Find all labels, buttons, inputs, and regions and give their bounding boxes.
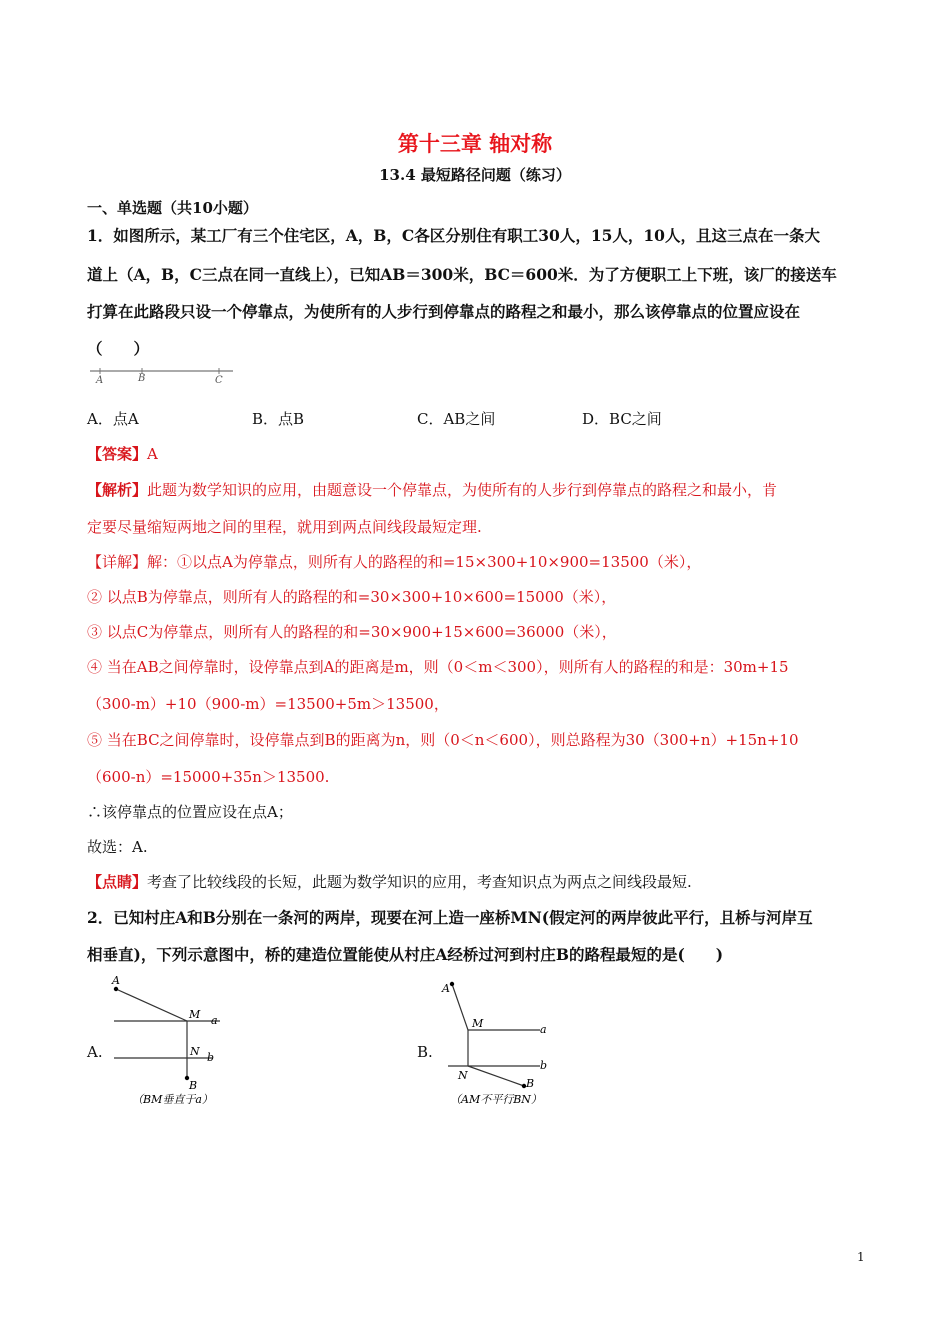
label-n: N (190, 1045, 200, 1058)
label-b: B (138, 373, 146, 384)
analysis-tag: 【解析】 (87, 481, 148, 499)
label-bank-a: a (211, 1014, 218, 1027)
q1-line3: 打算在此路段只设一个停靠点，为使所有的人步行到停靠点的路程之和最小，那么该停靠点的位置应设在 (87, 302, 801, 321)
q1-option-d: D．BC之间 (582, 410, 662, 428)
point-a (450, 982, 454, 986)
comment-tag: 【点睛】 (87, 873, 148, 891)
detail-line5: （300-m）+10（900-m）=13500+5m＞13500， (87, 695, 449, 713)
label-b: B (526, 1077, 535, 1090)
label-a: A (112, 974, 120, 987)
q1-option-b: B．点B (252, 410, 305, 428)
section-heading: 一、单选题（共10小题） (87, 199, 258, 217)
q2-figure-a (100, 970, 240, 1115)
q1-option-a: A．点A (87, 410, 139, 428)
detail-line1 (87, 551, 701, 572)
label-a: A (442, 982, 450, 995)
label-bank-b: b (207, 1051, 215, 1064)
q2-option-b-label: B. (417, 1043, 433, 1061)
choose-line: 故选：A. (87, 838, 148, 856)
detail-line2: ② 以点B为停靠点，则所有人的路程的和=30×300+10×600=15000（米）， (87, 588, 617, 606)
conclusion: ∴该停靠点的位置应设在点A； (87, 803, 293, 821)
label-m: M (189, 1008, 201, 1021)
analysis-line1 (87, 479, 777, 500)
answer-line (87, 443, 158, 464)
analysis-line2: 定要尽量缩短两地之间的里程，就用到两点间线段最短定理. (87, 518, 482, 536)
point-a (114, 987, 118, 991)
section-title: 13.4 最短路径问题（练习） (379, 166, 571, 184)
detail-line4: ④ 当在AB之间停靠时，设停靠点到A的距离是m，则（0＜m＜300），则所有人的路程的和是：30m+15 (87, 658, 789, 676)
label-a: A (96, 375, 104, 386)
label-m: M (472, 1017, 484, 1030)
answer-tag: 【答案】 (87, 445, 148, 463)
q2-line1: 2．已知村庄A和B分别在一条河的两岸，现要在河上造一座桥MN(假定河的两岸彼此平行，且桥与河岸互 (87, 908, 813, 927)
q1-line4: （ ） (87, 339, 150, 358)
detail-text1: 解：①以点A为停靠点，则所有人的路程的和=15×300+10×900=13500（米）， (147, 553, 702, 571)
detail-line7: （600-n）=15000+35n＞13500. (87, 768, 330, 786)
label-n: N (458, 1069, 468, 1082)
label-c: C (215, 375, 223, 386)
segment-nb (468, 1066, 524, 1086)
label-bank-b: b (540, 1059, 548, 1072)
q2-line2: 相垂直)，下列示意图中，桥的建造位置能使从村庄A经桥过河到村庄B的路程最短的是( ) (87, 945, 724, 964)
detail-line6: ⑤ 当在BC之间停靠时，设停靠点到B的距离为n，则（0＜n＜600），则总路程为30（300+n）+15n+10 (87, 731, 799, 749)
comment-line (87, 871, 692, 892)
segment-am (116, 989, 187, 1021)
label-b: B (189, 1079, 198, 1092)
comment-text: 考查了比较线段的长短，此题为数学知识的应用，考查知识点为两点之间线段最短. (147, 873, 692, 891)
q1-line2: 道上（A，B，C三点在同一直线上），已知AB＝300米，BC＝600米．为了方便职工上下班，该厂的接送车 (87, 265, 837, 284)
page-number: 1 (857, 1250, 865, 1264)
detail-tag: 【详解】 (87, 553, 148, 571)
answer-value: A (147, 445, 158, 463)
q1-line1: 1．如图所示，某工厂有三个住宅区，A，B，C各区分别住有职工30人，15人，10人，且这三点在一条大 (87, 226, 820, 245)
q2-option-a-label: A. (87, 1043, 103, 1061)
analysis-text1: 此题为数学知识的应用，由题意设一个停靠点，为使所有的人步行到停靠点的路程之和最小，肯 (147, 481, 778, 499)
caption-b: （AM不平行BN） (450, 1093, 542, 1106)
label-bank-a: a (540, 1023, 547, 1036)
q1-option-c: C．AB之间 (417, 410, 496, 428)
segment-am (452, 984, 468, 1030)
chapter-title: 第十三章 轴对称 (397, 132, 553, 156)
caption-a: （BM垂直于a） (132, 1093, 213, 1106)
q1-line-figure (88, 364, 238, 386)
q2-figure-b (430, 970, 570, 1115)
detail-line3: ③ 以点C为停靠点，则所有人的路程的和=30×900+15×600=36000（米）， (87, 623, 617, 641)
